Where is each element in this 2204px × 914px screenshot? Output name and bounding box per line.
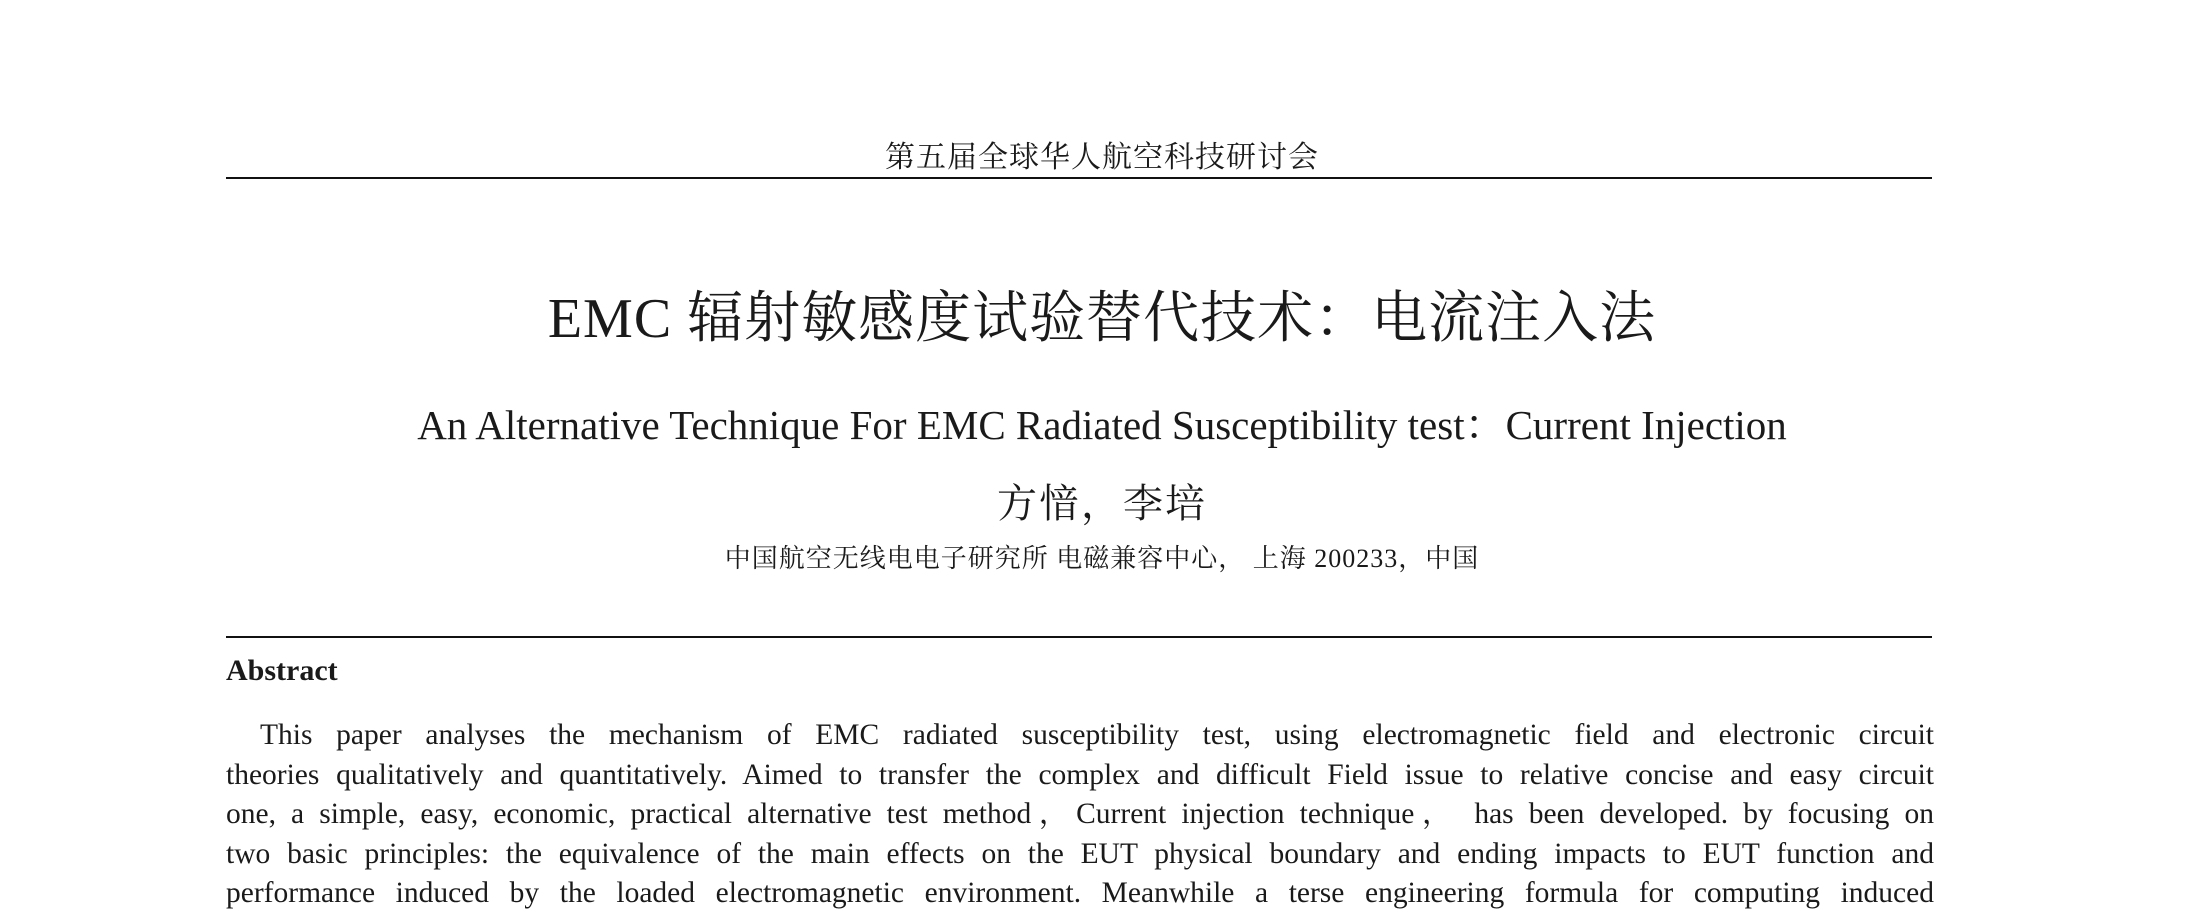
abstract-line: two basic principles: the equivalence of the main effects on the EUT physical boundary and ending impacts to EUT function and xyxy=(226,837,1934,870)
title-chinese: EMC 辐射敏感度试验替代技术：电流注入法 xyxy=(547,288,1657,350)
title-english: An Alternative Technique For EMC Radiated Susceptibility test：Current Injection xyxy=(417,402,1787,448)
header-rule xyxy=(226,177,1932,179)
running-header: 第五届全球华人航空科技研讨会 xyxy=(885,141,1319,174)
authors: 方愔，李培 xyxy=(997,481,1207,526)
abstract-line: performance induced by the loaded electromagnetic environment. Meanwhile a terse engineering formula for computing induced xyxy=(226,877,1934,909)
abstract-heading: Abstract xyxy=(226,654,338,687)
section-rule xyxy=(226,636,1932,638)
abstract-line: one, a simple, easy, economic, practical alternative test method，Current injection technique， has been developed. by focusing on xyxy=(226,798,1934,830)
abstract-body xyxy=(226,716,1934,914)
affiliation: 中国航空无线电电子研究所 电磁兼容中心， 上海 200233，中国 xyxy=(724,544,1480,573)
abstract-line: theories qualitatively and quantitatively. Aimed to transfer the complex and difficult Field issue to relative concise and easy circuit xyxy=(226,758,1934,791)
abstract-line: This paper analyses the mechanism of EMC radiated susceptibility test, using electromagnetic field and electronic circuit xyxy=(260,719,1934,751)
